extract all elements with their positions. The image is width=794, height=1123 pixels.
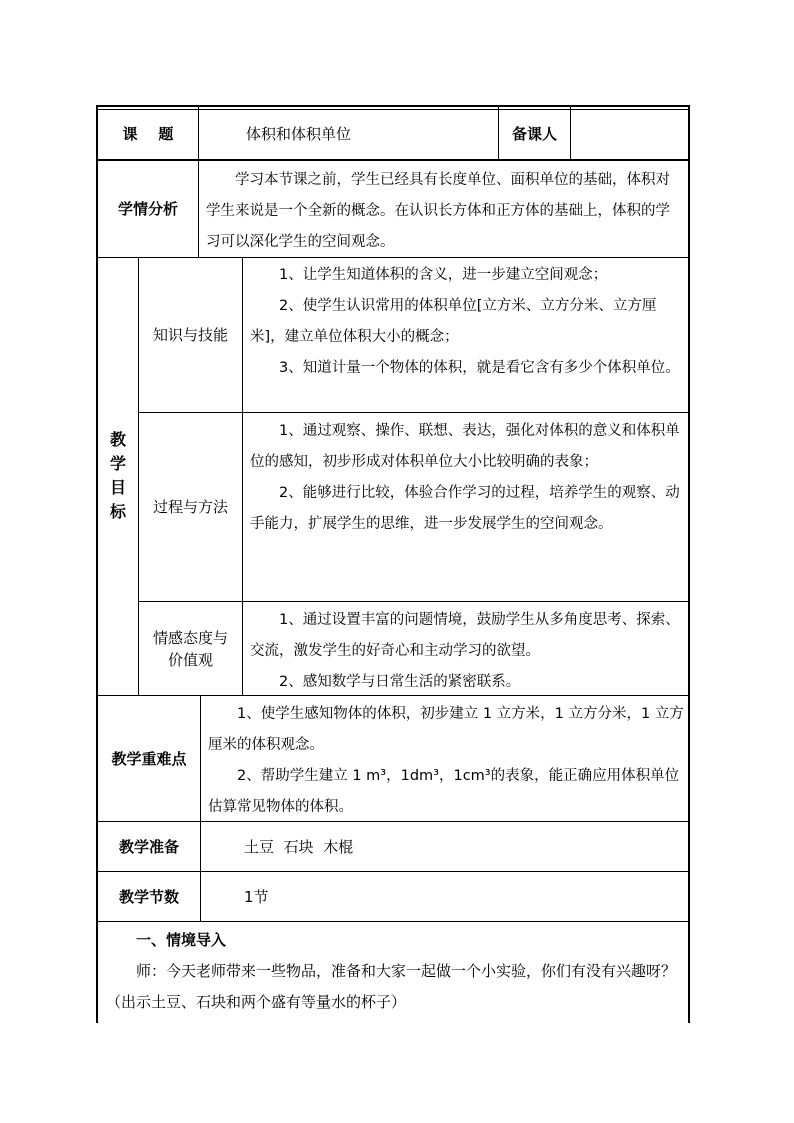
process-item: 2、能够进行比较，体验合作学习的过程，培养学生的观察、动手能力，扩展学生的思维，进一步发展学生的空间观念。 [250,485,680,532]
emotion-item: 2、感知数学与日常生活的紧密联系。 [279,674,521,690]
process-label: 过程与方法 [152,498,228,516]
analysis-text-cell [206,165,684,258]
knowledge-item: 1、让学生知道体积的含义，进一步建立空间观念； [279,267,608,283]
topic-label: 课 题 [122,125,174,143]
process-section-text: 师：今天老师带来一些物品，准备和大家一起做一个小实验，你们有没有兴趣呀？（出示土豆、石块和两个盛有等量水的杯子） [106,962,677,1011]
knowledge-content [250,260,684,384]
lesson-plan-table [96,105,690,1023]
emotion-item: 1、通过设置丰富的问题情境，鼓励学生从多角度思考、探索、交流，激发学生的好奇心和主动学习的欲望。 [250,612,680,659]
objectives-label [98,257,138,695]
table-border-right [688,105,690,1023]
emotion-label-line: 情感态度与 [152,628,228,647]
preparation-value: 土豆 石块 木棍 [244,837,354,856]
knowledge-item: 2、使学生认识常用的体积单位[立方米、立方分米、立方厘米]，建立单位体积大小的概念； [250,298,657,345]
objectives-label-char: 标 [109,502,126,521]
preparer-value [571,109,688,159]
sessions-label: 教学节数 [118,887,179,906]
sessions-value: 1节 [244,887,269,906]
objectives-label-char: 目 [109,478,126,497]
preparer-label: 备课人 [511,125,557,143]
key-point-item: 1、使学生感知物体的体积，初步建立 1 立方米，1 立方分米，1 立方厘米的体积观念。 [208,706,684,753]
process-content [250,416,684,540]
objectives-label-char: 教 [109,430,126,449]
emotion-content [250,605,684,698]
key-points-label: 教学重难点 [111,749,187,768]
col-divider [200,695,201,921]
emotion-label [139,602,242,695]
analysis-text: 学习本节课之前，学生已经具有长度单位、面积单位的基础，体积对学生来说是一个全新的概念。在认识长方体和正方体的基础上，体积的学习可以深化学生的空间观念。 [206,172,670,250]
process-section-heading: 一、情境导入 [136,931,227,949]
knowledge-item: 3、知道计量一个物体的体积，就是看它含有多少个体积单位。 [279,360,680,376]
objectives-label-char: 学 [109,454,126,473]
col-divider [198,105,199,160]
analysis-label: 学情分析 [117,200,178,218]
table-border-top [96,105,690,107]
key-point-item: 2、帮助学生建立 1 m³，1dm³，1cm³的表象，能正确应用体积单位估算常见物体的体积。 [208,768,680,815]
process-section [106,925,684,1018]
key-points-content [208,699,684,823]
emotion-label-line: 价值观 [167,650,213,669]
topic-value: 体积和体积单位 [246,125,352,143]
col-divider [242,257,243,695]
col-divider [198,160,199,257]
row-divider [96,921,690,922]
knowledge-label: 知识与技能 [152,325,228,344]
process-item: 1、通过观察、操作、联想、表达，强化对体积的意义和体积单位的感知，初步形成对体积单位大小比较明确的表象； [250,423,680,470]
preparation-label: 教学准备 [118,837,179,856]
